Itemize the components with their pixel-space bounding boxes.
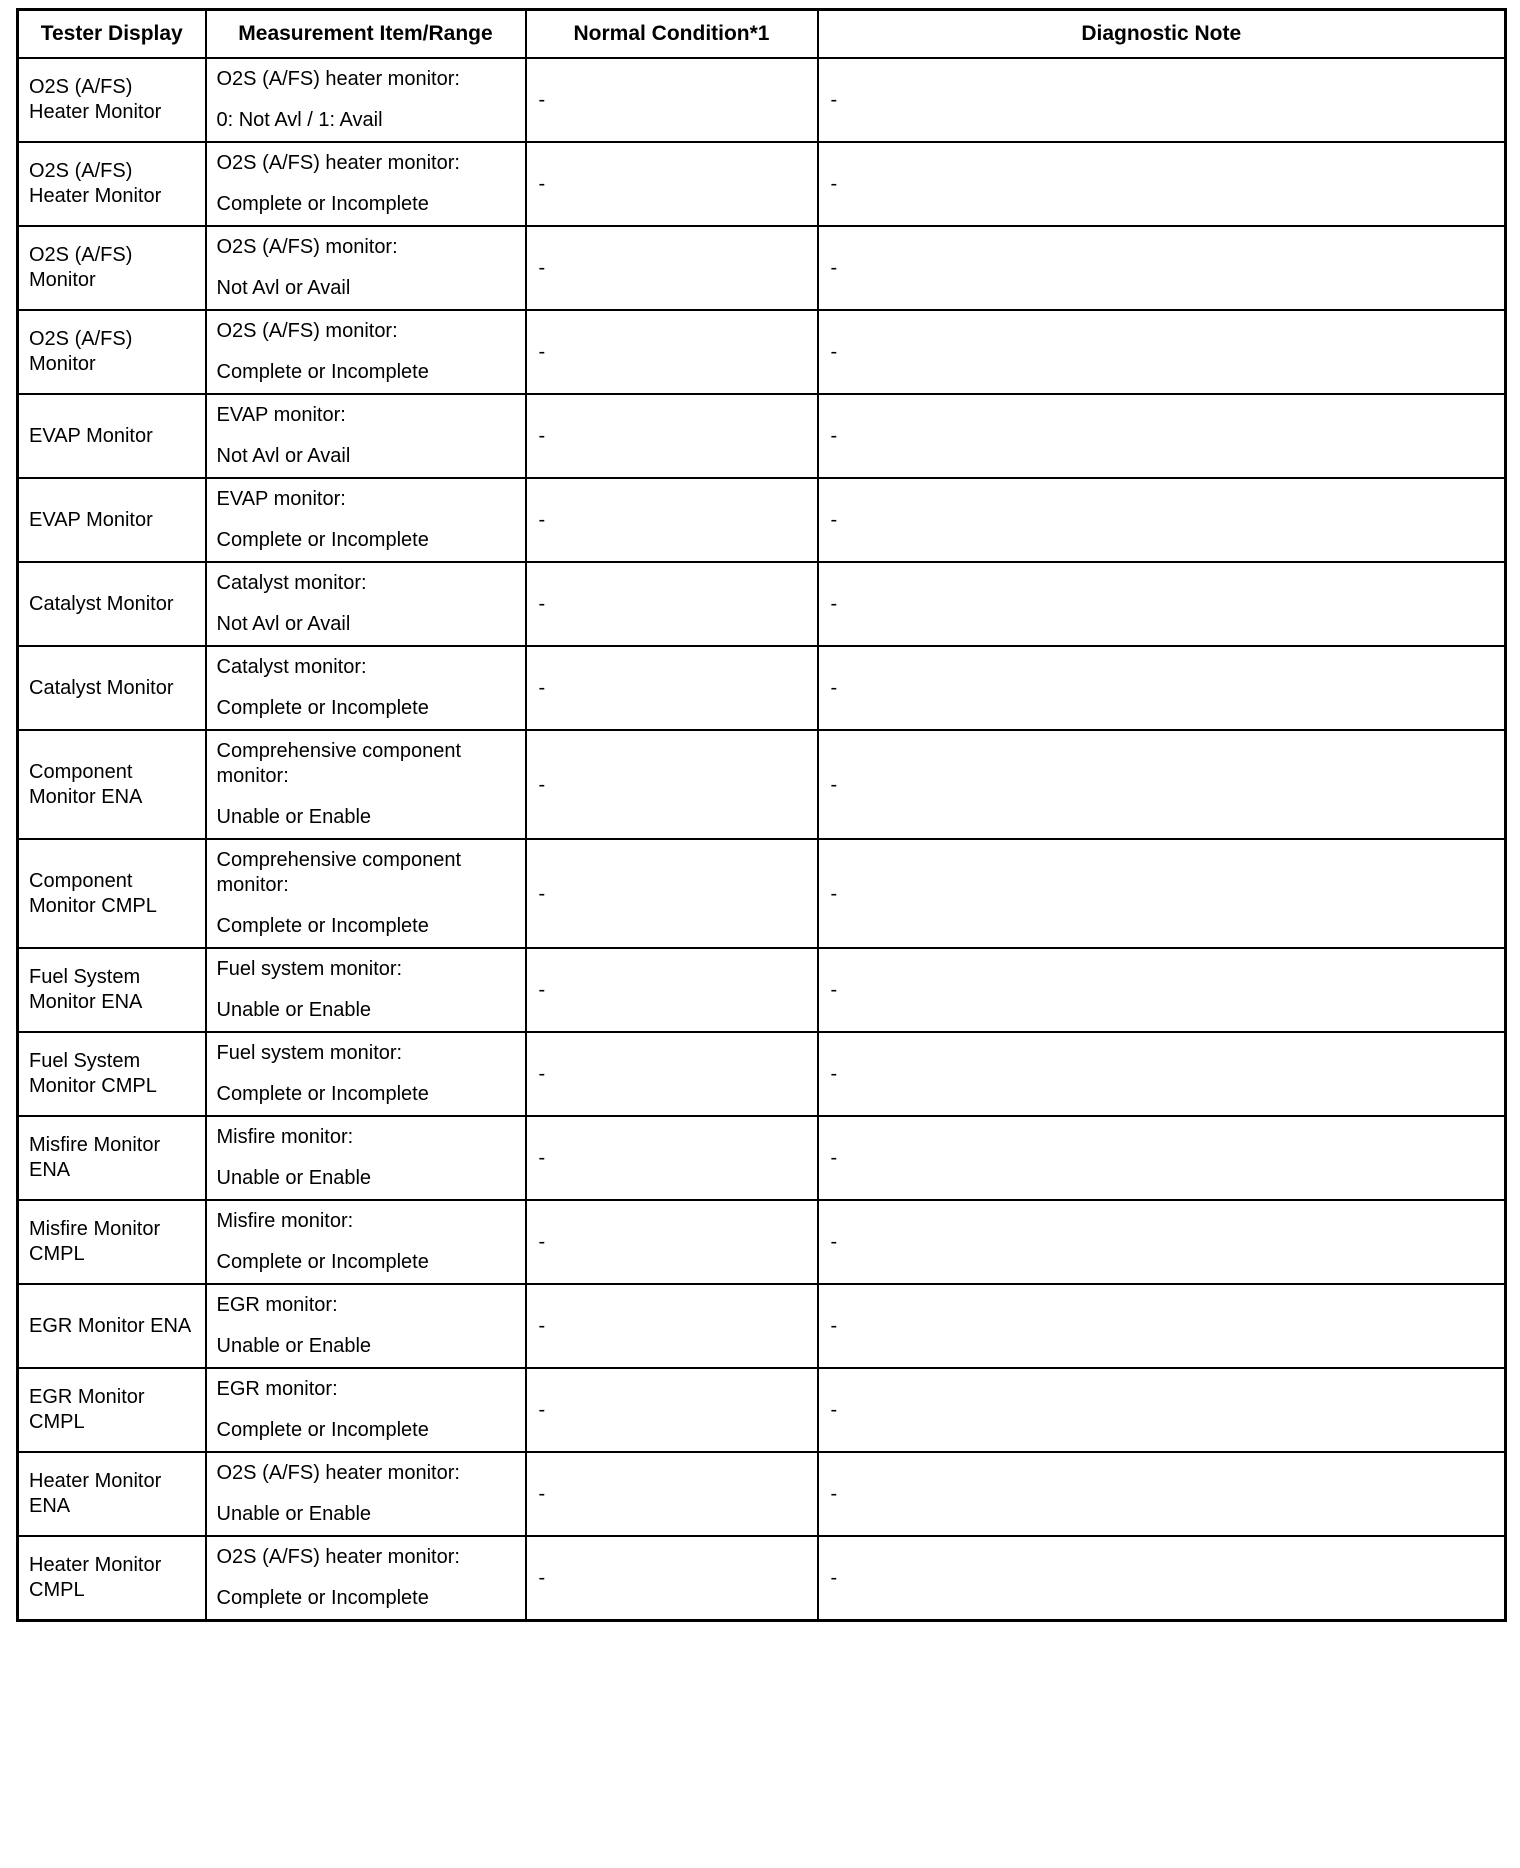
text-line: Complete or Incomplete bbox=[216, 1083, 429, 1105]
cell-content bbox=[527, 876, 817, 912]
text-line: EVAP monitor: bbox=[216, 488, 346, 510]
text-line: O2S (A/FS) Monitor bbox=[29, 244, 138, 291]
cell-content bbox=[527, 250, 817, 286]
cell-content bbox=[207, 1033, 525, 1115]
value-text: - bbox=[538, 979, 546, 1001]
text-line: O2S (A/FS) monitor: bbox=[216, 320, 398, 342]
cell-normal-condition bbox=[526, 394, 818, 478]
value-text: - bbox=[538, 425, 546, 447]
table-row bbox=[18, 478, 1506, 562]
value-text: - bbox=[538, 173, 546, 195]
cell-content bbox=[19, 957, 205, 1023]
cell-content bbox=[207, 1537, 525, 1619]
cell-content bbox=[527, 586, 817, 622]
cell-content bbox=[207, 143, 525, 225]
cell-diagnostic-note bbox=[818, 730, 1506, 839]
table-row bbox=[18, 1284, 1506, 1368]
text-line: Fuel system monitor: bbox=[216, 1042, 403, 1064]
cell-content bbox=[819, 82, 1505, 118]
text-line: Unable or Enable bbox=[216, 1503, 372, 1525]
text-line: Complete or Incomplete bbox=[216, 361, 429, 383]
cell-tester-display bbox=[18, 394, 206, 478]
cell-normal-condition bbox=[526, 948, 818, 1032]
cell-content bbox=[207, 311, 525, 393]
text-line: O2S (A/FS) heater monitor: bbox=[216, 1546, 460, 1568]
value-text: - bbox=[538, 341, 546, 363]
cell-tester-display bbox=[18, 1536, 206, 1621]
cell-content bbox=[207, 479, 525, 561]
cell-content bbox=[527, 1392, 817, 1428]
table-row bbox=[18, 562, 1506, 646]
cell-content bbox=[207, 1117, 525, 1199]
cell-content bbox=[819, 1392, 1505, 1428]
cell-diagnostic-note bbox=[818, 562, 1506, 646]
value-text: - bbox=[538, 1315, 546, 1337]
cell-measurement-item-range bbox=[206, 1032, 526, 1116]
cell-content bbox=[19, 500, 205, 541]
cell-normal-condition bbox=[526, 310, 818, 394]
table-row bbox=[18, 1032, 1506, 1116]
value-text: - bbox=[830, 1315, 838, 1337]
cell-content bbox=[527, 1308, 817, 1344]
text-line: EVAP monitor: bbox=[216, 404, 346, 426]
cell-content bbox=[819, 1476, 1505, 1512]
cell-measurement-item-range bbox=[206, 1116, 526, 1200]
cell-measurement-item-range bbox=[206, 646, 526, 730]
cell-measurement-item-range bbox=[206, 1368, 526, 1452]
text-line: Not Avl or Avail bbox=[216, 613, 351, 635]
text-line: Fuel System Monitor CMPL bbox=[29, 1050, 157, 1097]
cell-diagnostic-note bbox=[818, 948, 1506, 1032]
cell-normal-condition bbox=[526, 1032, 818, 1116]
text-line: Not Avl or Avail bbox=[216, 445, 351, 467]
value-text: - bbox=[538, 773, 546, 796]
table-row bbox=[18, 1200, 1506, 1284]
cell-content bbox=[527, 1224, 817, 1260]
cell-content bbox=[527, 670, 817, 706]
cell-content bbox=[19, 416, 205, 457]
cell-content bbox=[19, 1377, 205, 1443]
cell-content bbox=[819, 972, 1505, 1008]
cell-measurement-item-range bbox=[206, 394, 526, 478]
column-header-diagnostic-note: Diagnostic Note bbox=[818, 10, 1506, 59]
text-line: O2S (A/FS) Heater Monitor bbox=[29, 76, 162, 123]
table-row bbox=[18, 142, 1506, 226]
text-line: O2S (A/FS) heater monitor: bbox=[216, 152, 460, 174]
table-row bbox=[18, 730, 1506, 839]
value-text: - bbox=[830, 882, 838, 905]
text-line: EVAP Monitor bbox=[29, 508, 153, 531]
text-line: Catalyst Monitor bbox=[29, 592, 174, 615]
cell-content bbox=[207, 1285, 525, 1367]
text-line: Fuel system monitor: bbox=[216, 958, 403, 980]
value-text: - bbox=[830, 1567, 838, 1589]
value-text: - bbox=[830, 257, 838, 279]
table-row bbox=[18, 58, 1506, 142]
table-header-row bbox=[18, 10, 1506, 59]
cell-content bbox=[819, 1224, 1505, 1260]
cell-normal-condition bbox=[526, 646, 818, 730]
cell-diagnostic-note bbox=[818, 1368, 1506, 1452]
text-line: Unable or Enable bbox=[216, 806, 372, 828]
cell-tester-display bbox=[18, 1032, 206, 1116]
cell-tester-display bbox=[18, 1116, 206, 1200]
cell-content bbox=[207, 395, 525, 477]
cell-content bbox=[819, 250, 1505, 286]
text-line: EGR monitor: bbox=[216, 1378, 338, 1400]
cell-tester-display bbox=[18, 310, 206, 394]
table-row bbox=[18, 1536, 1506, 1621]
text-line: Complete or Incomplete bbox=[216, 193, 429, 215]
value-text: - bbox=[538, 1147, 546, 1169]
cell-diagnostic-note bbox=[818, 839, 1506, 948]
cell-content bbox=[207, 647, 525, 729]
cell-content bbox=[819, 767, 1505, 803]
text-line: Unable or Enable bbox=[216, 999, 372, 1021]
value-text: - bbox=[830, 1483, 838, 1505]
text-line: Not Avl or Avail bbox=[216, 277, 351, 299]
cell-normal-condition bbox=[526, 58, 818, 142]
cell-diagnostic-note bbox=[818, 310, 1506, 394]
cell-content bbox=[819, 1056, 1505, 1092]
cell-content bbox=[527, 166, 817, 202]
cell-content bbox=[819, 1140, 1505, 1176]
cell-content bbox=[19, 752, 205, 818]
table-row bbox=[18, 1116, 1506, 1200]
value-text: - bbox=[538, 677, 546, 699]
cell-normal-condition bbox=[526, 226, 818, 310]
cell-content bbox=[207, 1201, 525, 1283]
text-line: 0: Not Avl / 1: Avail bbox=[216, 109, 383, 131]
cell-measurement-item-range bbox=[206, 310, 526, 394]
cell-normal-condition bbox=[526, 1368, 818, 1452]
cell-content bbox=[527, 1476, 817, 1512]
cell-content bbox=[527, 334, 817, 370]
value-text: - bbox=[538, 509, 546, 531]
cell-content bbox=[19, 319, 205, 385]
text-line: Component Monitor ENA bbox=[29, 760, 143, 808]
text-line: Complete or Incomplete bbox=[216, 529, 429, 551]
value-text: - bbox=[538, 1063, 546, 1085]
table-body bbox=[18, 58, 1506, 1621]
cell-diagnostic-note bbox=[818, 1284, 1506, 1368]
text-line: Unable or Enable bbox=[216, 1335, 372, 1357]
cell-diagnostic-note bbox=[818, 394, 1506, 478]
text-line: EGR monitor: bbox=[216, 1294, 338, 1316]
cell-content bbox=[19, 151, 205, 217]
cell-normal-condition bbox=[526, 1536, 818, 1621]
cell-content bbox=[207, 59, 525, 141]
cell-content bbox=[527, 972, 817, 1008]
value-text: - bbox=[830, 341, 838, 363]
cell-measurement-item-range bbox=[206, 730, 526, 839]
table-row bbox=[18, 310, 1506, 394]
cell-content bbox=[527, 1140, 817, 1176]
cell-tester-display bbox=[18, 58, 206, 142]
cell-content bbox=[207, 227, 525, 309]
cell-measurement-item-range bbox=[206, 226, 526, 310]
cell-measurement-item-range bbox=[206, 839, 526, 948]
cell-tester-display bbox=[18, 226, 206, 310]
cell-tester-display bbox=[18, 730, 206, 839]
cell-content bbox=[19, 235, 205, 301]
cell-tester-display bbox=[18, 1200, 206, 1284]
text-line: Misfire monitor: bbox=[216, 1126, 354, 1148]
value-text: - bbox=[830, 173, 838, 195]
text-line: Heater Monitor CMPL bbox=[29, 1554, 167, 1601]
cell-diagnostic-note bbox=[818, 646, 1506, 730]
value-text: - bbox=[538, 89, 546, 111]
text-line: Complete or Incomplete bbox=[216, 697, 429, 719]
cell-content bbox=[19, 1209, 205, 1275]
cell-content bbox=[819, 586, 1505, 622]
cell-content bbox=[207, 563, 525, 645]
cell-tester-display bbox=[18, 948, 206, 1032]
table-header bbox=[18, 10, 1506, 59]
text-line: EVAP Monitor bbox=[29, 424, 153, 447]
text-line: Complete or Incomplete bbox=[216, 915, 429, 937]
value-text: - bbox=[830, 773, 838, 796]
text-line: Fuel System Monitor ENA bbox=[29, 966, 146, 1013]
text-line: Comprehensive component monitor: bbox=[216, 740, 467, 787]
cell-content bbox=[19, 668, 205, 709]
cell-content bbox=[527, 502, 817, 538]
column-header-measurement-item-range: Measurement Item/Range bbox=[206, 10, 526, 59]
cell-content bbox=[527, 418, 817, 454]
table-row bbox=[18, 948, 1506, 1032]
cell-measurement-item-range bbox=[206, 1200, 526, 1284]
cell-content bbox=[19, 67, 205, 133]
cell-diagnostic-note bbox=[818, 1200, 1506, 1284]
cell-measurement-item-range bbox=[206, 1284, 526, 1368]
cell-content bbox=[819, 876, 1505, 912]
cell-diagnostic-note bbox=[818, 58, 1506, 142]
cell-measurement-item-range bbox=[206, 478, 526, 562]
cell-content bbox=[19, 584, 205, 625]
text-line: O2S (A/FS) Heater Monitor bbox=[29, 160, 162, 207]
value-text: - bbox=[830, 1231, 838, 1253]
text-line: Heater Monitor ENA bbox=[29, 1470, 167, 1517]
value-text: - bbox=[830, 509, 838, 531]
value-text: - bbox=[830, 1063, 838, 1085]
text-line: O2S (A/FS) heater monitor: bbox=[216, 1462, 460, 1484]
cell-tester-display bbox=[18, 562, 206, 646]
text-line: Unable or Enable bbox=[216, 1167, 372, 1189]
cell-content bbox=[819, 1560, 1505, 1596]
cell-content bbox=[819, 418, 1505, 454]
column-header-normal-condition: Normal Condition*1 bbox=[526, 10, 818, 59]
cell-content bbox=[207, 1369, 525, 1451]
cell-diagnostic-note bbox=[818, 1536, 1506, 1621]
cell-diagnostic-note bbox=[818, 1032, 1506, 1116]
cell-measurement-item-range bbox=[206, 1536, 526, 1621]
text-line: EGR Monitor CMPL bbox=[29, 1386, 151, 1433]
value-text: - bbox=[830, 425, 838, 447]
text-line: Comprehensive component monitor: bbox=[216, 849, 467, 896]
cell-content bbox=[819, 1308, 1505, 1344]
cell-diagnostic-note bbox=[818, 1116, 1506, 1200]
value-text: - bbox=[830, 593, 838, 615]
value-text: - bbox=[830, 1399, 838, 1421]
text-line: Catalyst Monitor bbox=[29, 676, 174, 699]
cell-measurement-item-range bbox=[206, 142, 526, 226]
cell-tester-display bbox=[18, 478, 206, 562]
value-text: - bbox=[538, 1483, 546, 1505]
text-line: Complete or Incomplete bbox=[216, 1419, 429, 1441]
value-text: - bbox=[538, 1399, 546, 1421]
cell-normal-condition bbox=[526, 478, 818, 562]
value-text: - bbox=[830, 89, 838, 111]
cell-measurement-item-range bbox=[206, 948, 526, 1032]
cell-tester-display bbox=[18, 1368, 206, 1452]
text-line: Catalyst monitor: bbox=[216, 572, 367, 594]
cell-tester-display bbox=[18, 1452, 206, 1536]
cell-tester-display bbox=[18, 1284, 206, 1368]
cell-normal-condition bbox=[526, 142, 818, 226]
value-text: - bbox=[538, 593, 546, 615]
cell-content bbox=[19, 1125, 205, 1191]
value-text: - bbox=[538, 257, 546, 279]
cell-measurement-item-range bbox=[206, 1452, 526, 1536]
cell-diagnostic-note bbox=[818, 1452, 1506, 1536]
cell-content bbox=[527, 767, 817, 803]
cell-diagnostic-note bbox=[818, 478, 1506, 562]
value-text: - bbox=[830, 677, 838, 699]
table-row bbox=[18, 1368, 1506, 1452]
text-line: Misfire Monitor CMPL bbox=[29, 1218, 166, 1265]
cell-diagnostic-note bbox=[818, 226, 1506, 310]
table-row bbox=[18, 1452, 1506, 1536]
cell-tester-display bbox=[18, 839, 206, 948]
tester-display-table bbox=[16, 8, 1507, 1622]
table-row bbox=[18, 226, 1506, 310]
cell-normal-condition bbox=[526, 1200, 818, 1284]
cell-tester-display bbox=[18, 646, 206, 730]
cell-content bbox=[819, 334, 1505, 370]
cell-tester-display bbox=[18, 142, 206, 226]
cell-normal-condition bbox=[526, 1116, 818, 1200]
cell-normal-condition bbox=[526, 562, 818, 646]
table-row bbox=[18, 839, 1506, 948]
value-text: - bbox=[830, 1147, 838, 1169]
cell-normal-condition bbox=[526, 1452, 818, 1536]
cell-content bbox=[19, 1306, 205, 1347]
value-text: - bbox=[830, 979, 838, 1001]
column-header-tester-display: Tester Display bbox=[18, 10, 206, 59]
text-line: Complete or Incomplete bbox=[216, 1251, 429, 1273]
text-line: Misfire monitor: bbox=[216, 1210, 354, 1232]
text-line: O2S (A/FS) heater monitor: bbox=[216, 68, 460, 90]
cell-measurement-item-range bbox=[206, 562, 526, 646]
cell-content bbox=[207, 949, 525, 1031]
text-line: Component Monitor CMPL bbox=[29, 869, 157, 917]
cell-measurement-item-range bbox=[206, 58, 526, 142]
table-row bbox=[18, 646, 1506, 730]
cell-content bbox=[819, 670, 1505, 706]
text-line: Catalyst monitor: bbox=[216, 656, 367, 678]
cell-content bbox=[207, 840, 525, 947]
cell-content bbox=[19, 1041, 205, 1107]
value-text: - bbox=[538, 882, 546, 905]
text-line: O2S (A/FS) monitor: bbox=[216, 236, 398, 258]
cell-content bbox=[819, 166, 1505, 202]
cell-content bbox=[819, 502, 1505, 538]
cell-normal-condition bbox=[526, 839, 818, 948]
cell-content bbox=[527, 1056, 817, 1092]
text-line: O2S (A/FS) Monitor bbox=[29, 328, 138, 375]
cell-content bbox=[19, 1461, 205, 1527]
text-line: EGR Monitor ENA bbox=[29, 1314, 192, 1337]
cell-normal-condition bbox=[526, 1284, 818, 1368]
cell-content bbox=[19, 861, 205, 927]
cell-diagnostic-note bbox=[818, 142, 1506, 226]
text-line: Misfire Monitor ENA bbox=[29, 1134, 166, 1181]
cell-content bbox=[207, 1453, 525, 1535]
cell-content bbox=[19, 1545, 205, 1611]
value-text: - bbox=[538, 1231, 546, 1253]
table-row bbox=[18, 394, 1506, 478]
cell-normal-condition bbox=[526, 730, 818, 839]
cell-content bbox=[527, 1560, 817, 1596]
cell-content bbox=[207, 731, 525, 838]
cell-content bbox=[527, 82, 817, 118]
value-text: - bbox=[538, 1567, 546, 1589]
text-line: Complete or Incomplete bbox=[216, 1587, 429, 1609]
